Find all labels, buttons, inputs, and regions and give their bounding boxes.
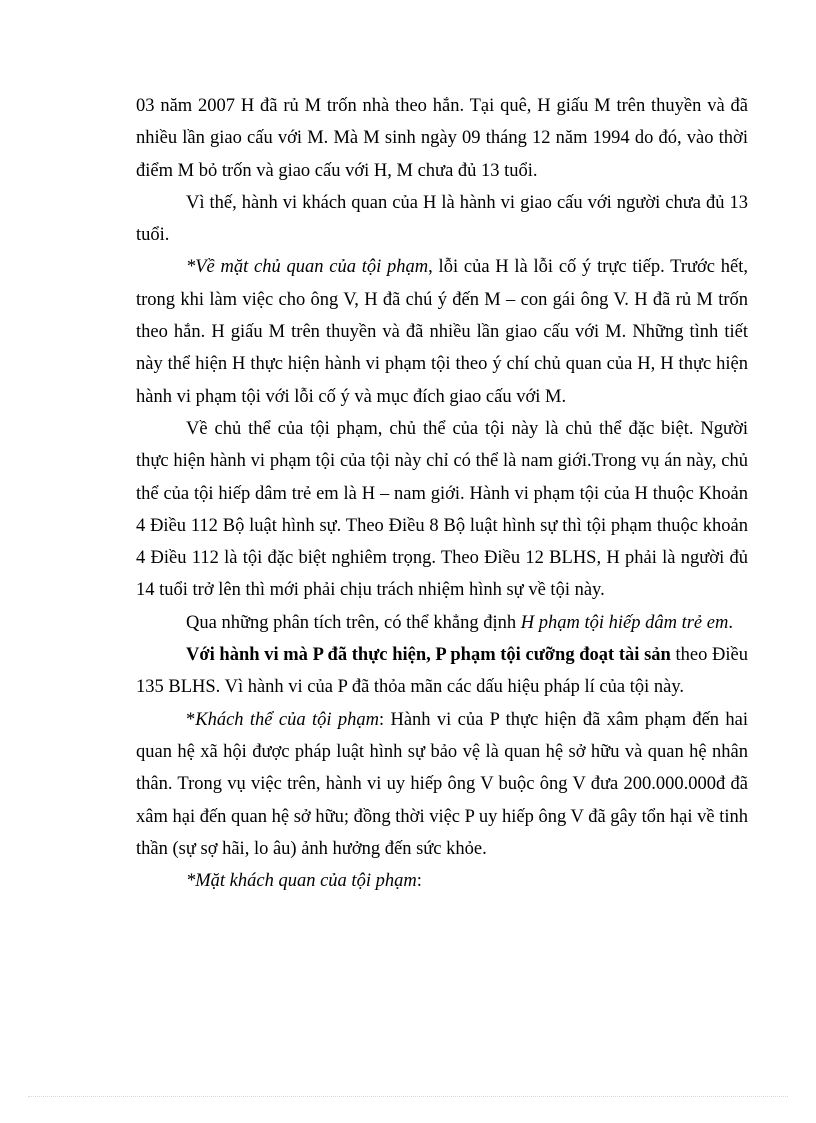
paragraph-5: [136, 607, 748, 639]
paragraph-text: , lỗi của H là lỗi cố ý trực tiếp. Trước hết, trong khi làm việc cho ông V, H đã chú ý đến M – con gái ông V. H đã rủ M trốn theo hắn. H giấu M trên thuyền và đã nhiều lần giao cấu với M. Những tình tiết này thể hiện H thực hiện hành vi phạm tội theo ý chí chủ quan của H, H thực hiện hành vi phạm tội với lỗi cố ý và mục đích giao cấu với M.: [136, 257, 748, 407]
paragraph-text: .: [728, 612, 733, 633]
paragraph-text: 03 năm 2007 H đã rủ M trốn nhà theo hắn. Tại quê, H giấu M trên thuyền và đã nhiều lần giao cấu với M. Mà M sinh ngày 09 tháng 12 năm 1994 do đó, vào thời điểm M bỏ trốn và giao cấu với H, M chưa đủ 13 tuổi.: [136, 96, 748, 181]
paragraph-text: : Hành vi của P thực hiện đã xâm phạm đến hai quan hệ xã hội được pháp luật hình sự bảo vệ là quan hệ sở hữu và quan hệ nhân thân. Trong vụ việc trên, hành vi uy hiếp ông V buộc ông V đưa 200.000.000đ đã xâm hại đến quan hệ sở hữu; đồng thời việc P uy hiếp ông V đã gây tổn hại về tinh thần (sự sợ hãi, lo âu) ảnh hưởng đến sức khỏe.: [136, 709, 748, 859]
paragraph-text: Vì thế, hành vi khách quan của H là hành vi giao cấu với người chưa đủ 13 tuổi.: [136, 192, 748, 246]
subjective-aspect-heading: *Về mặt chủ quan của tội phạm: [186, 257, 429, 278]
objective-aspect-heading: *Mặt khách quan của tội phạm: [186, 871, 417, 892]
paragraph-text: *: [186, 709, 196, 730]
paragraph-3: [136, 251, 748, 412]
paragraph-4: [136, 413, 748, 607]
paragraph-text: :: [416, 871, 422, 892]
paragraph-text: Về chủ thể của tội phạm, chủ thể của tội này là chủ thể đặc biệt. Người thực hiện hành vi phạm tội của tội này chỉ có thể là nam giới.Trong vụ án này, chủ thể của tội hiếp dâm trẻ em là H – nam giới. Hành vi phạm tội của H thuộc Khoản 4 Điều 112 Bộ luật hình sự. Theo Điều 8 Bộ luật hình sự thì tội phạm thuộc khoản 4 Điều 112 là tội đặc biệt nghiêm trọng. Theo Điều 12 BLHS, H phải là người đủ 14 tuổi trở lên thì mới phải chịu trách nhiệm hình sự về tội này.: [136, 418, 748, 601]
paragraph-6: [136, 639, 748, 704]
footer-divider: [28, 1096, 788, 1097]
paragraph-8: [136, 865, 748, 897]
paragraph-text: Qua những phân tích trên, có thể khẳng định: [186, 612, 521, 633]
document-body: [136, 90, 748, 897]
paragraph-1: [136, 90, 748, 187]
bold-statement: Với hành vi mà P đã thực hiện, P phạm tội cưỡng đoạt tài sản: [186, 645, 671, 666]
conclusion-italic: H phạm tội hiếp dâm trẻ em: [520, 612, 729, 633]
paragraph-2: [136, 187, 748, 252]
paragraph-7: [136, 704, 748, 865]
object-of-crime-heading: Khách thể của tội phạm: [195, 709, 379, 730]
paragraph-text: theo Điều 135 BLHS. Vì hành vi của P đã thỏa mãn các dấu hiệu pháp lí của tội này.: [136, 645, 748, 698]
